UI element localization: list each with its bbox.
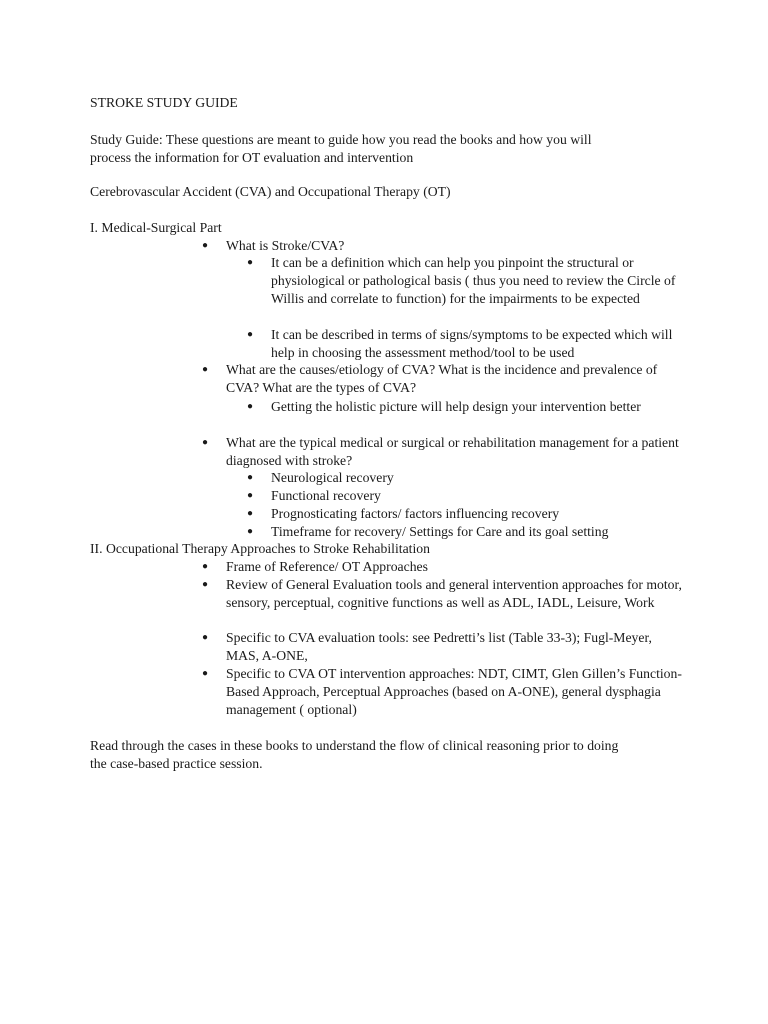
list-item-text: Functional recovery xyxy=(271,488,381,503)
list-item xyxy=(247,505,686,523)
list-item-text: What are the typical medical or surgical or rehabilitation management for a patient diagnosed with stroke? xyxy=(226,435,679,468)
list-item-text: It can be a definition which can help you pinpoint the structural or physiological or pathological basis ( thus you need to review the Circle of Willis and correlate to function) for the impairments to be expected xyxy=(271,255,676,306)
intro-line-1: Study Guide: These questions are meant to guide how you read the books and how you will xyxy=(90,132,592,147)
list-item-text: Getting the holistic picture will help design your intervention better xyxy=(271,399,641,414)
closing-line-2: the case-based practice session. xyxy=(90,756,263,771)
list-item xyxy=(202,576,686,612)
bullet-icon: ● xyxy=(247,490,254,501)
list-item xyxy=(247,523,686,541)
list-item xyxy=(247,398,686,416)
list-item-text: Prognosticating factors/ factors influencing recovery xyxy=(271,506,560,521)
section-1-heading: I. Medical-Surgical Part xyxy=(90,220,222,235)
bullet-icon: ● xyxy=(247,472,254,483)
bullet-icon: ● xyxy=(247,508,254,519)
list-item-text: Specific to CVA evaluation tools: see Pedretti’s list (Table 33-3); Fugl-Meyer, MAS, A-ONE, xyxy=(226,630,652,663)
list-item-text: What are the causes/etiology of CVA? What is the incidence and prevalence of CVA? What are the types of CVA? xyxy=(226,362,658,395)
list-item-text: Specific to CVA OT intervention approaches: NDT, CIMT, Glen Gillen’s Function-Based Approach, Perceptual Approaches (based on A-ONE), general dysphagia management ( optional) xyxy=(226,666,682,717)
bullet-icon: ● xyxy=(247,257,254,268)
bullet-icon: ● xyxy=(247,401,254,412)
list-item-text: Review of General Evaluation tools and general intervention approaches for motor, sensory, perceptual, cognitive functions as well as ADL, IADL, Leisure, Work xyxy=(226,577,682,610)
intro-line-2: process the information for OT evaluation and intervention xyxy=(90,150,414,165)
bullet-icon: ● xyxy=(202,579,209,590)
list-item xyxy=(247,254,686,308)
list-item-text: It can be described in terms of signs/symptoms to be expected which will help in choosing the assessment method/tool to be used xyxy=(271,327,673,360)
bullet-icon: ● xyxy=(247,526,254,537)
section-2-heading: II. Occupational Therapy Approaches to Stroke Rehabilitation xyxy=(90,541,430,556)
closing-line-1: Read through the cases in these books to understand the flow of clinical reasoning prior to doing xyxy=(90,738,619,753)
bullet-icon: ● xyxy=(247,329,254,340)
bullet-icon: ● xyxy=(202,437,209,448)
list-item-text: What is Stroke/CVA? xyxy=(226,238,345,253)
list-item xyxy=(247,487,686,505)
list-item xyxy=(247,326,686,362)
bullet-icon: ● xyxy=(202,632,209,643)
list-item xyxy=(202,629,686,665)
list-item-text: Frame of Reference/ OT Approaches xyxy=(226,559,428,574)
bullet-icon: ● xyxy=(202,364,209,375)
document-subtitle: Cerebrovascular Accident (CVA) and Occupational Therapy (OT) xyxy=(90,184,451,199)
list-item xyxy=(202,361,686,397)
bullet-icon: ● xyxy=(202,561,209,572)
list-item xyxy=(202,665,686,719)
list-item xyxy=(202,434,686,470)
bullet-icon: ● xyxy=(202,668,209,679)
list-item-text: Timeframe for recovery/ Settings for Care and its goal setting xyxy=(271,524,609,539)
list-item xyxy=(202,237,686,255)
list-item xyxy=(202,558,686,576)
bullet-icon: ● xyxy=(202,240,209,251)
list-item-text: Neurological recovery xyxy=(271,470,394,485)
list-item xyxy=(247,469,686,487)
document-title: STROKE STUDY GUIDE xyxy=(90,95,238,110)
